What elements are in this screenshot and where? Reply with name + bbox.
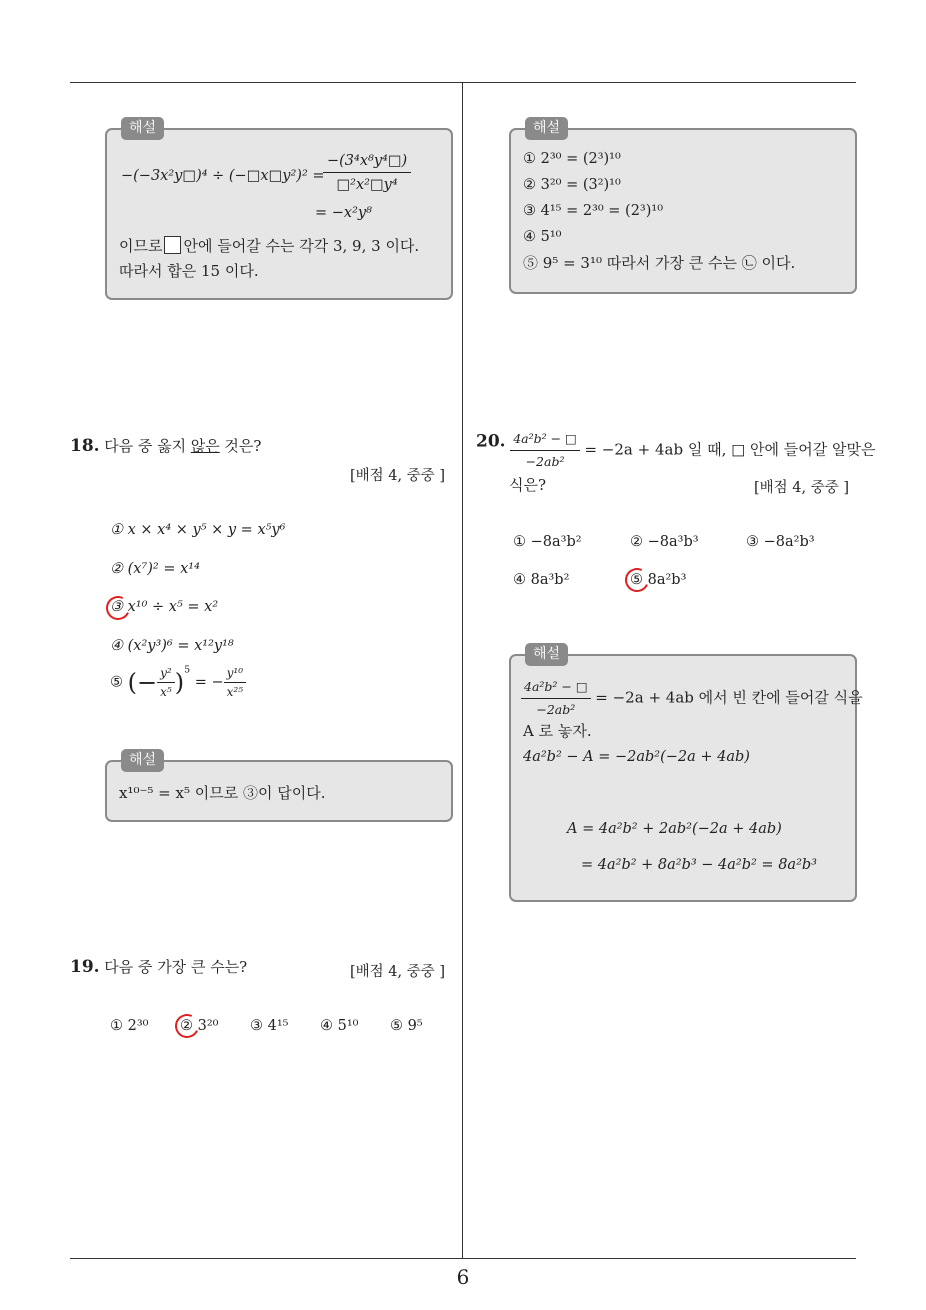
q19-option-1[interactable]: ① 2³⁰ <box>110 1018 149 1034</box>
sol20-line2: A 로 놓자. <box>523 722 592 740</box>
solution-box-20 <box>509 646 863 902</box>
sol20-line1-text: = −2a + 4ab 에서 빈 칸에 들어갈 식을 <box>595 688 863 707</box>
sol20-fraction <box>521 678 591 719</box>
question-19-number: 19. <box>70 957 100 977</box>
solution-box-18 <box>105 752 453 822</box>
sol17-rhs-numerator: −(3⁴x⁸y⁴□) <box>323 152 411 173</box>
sol20-line4: A = 4a²b² + 2ab²(−2a + 4ab) <box>567 821 782 837</box>
paren-open: (− <box>127 668 158 697</box>
sol20-frac-den: −2ab² <box>536 702 576 717</box>
sol17-line1-lhs: −(−3x²y□)⁴ ÷ (−□x□y²)² = <box>121 168 325 184</box>
page-number: 6 <box>456 1265 470 1289</box>
solution-tag: 해설 <box>525 117 568 140</box>
question-20-text-b: 식은? <box>509 476 547 494</box>
q18-option-2[interactable]: ② (x⁷)² = x¹⁴ <box>110 561 200 577</box>
q18-opt5-rhs-den: x²⁵ <box>226 685 244 699</box>
question-18-text-b: 것은? <box>224 437 262 455</box>
sol17-line1-rhs <box>323 152 411 194</box>
sol19-line-4: ④ 5¹⁰ <box>523 229 562 245</box>
sol19-line-2: ② 3²⁰ = (3²)¹⁰ <box>523 177 621 193</box>
sol17-rhs-denominator: □²x²□y⁴ <box>336 177 398 193</box>
question-19-meta: [배점 4, 중중 ] <box>350 964 446 980</box>
q18-opt5-rhs-fraction <box>224 666 246 699</box>
q20-fraction <box>510 430 580 471</box>
q18-opt5-den: x⁵ <box>160 685 172 699</box>
sol20-line1 <box>521 678 863 719</box>
selected-answer-mark-q19 <box>172 1011 203 1042</box>
top-rule <box>70 82 856 83</box>
bottom-rule <box>70 1258 856 1259</box>
solution-tag: 해설 <box>121 749 164 772</box>
q18-option-5-marker: ⑤ <box>110 674 123 691</box>
solution-tag: 해설 <box>121 117 164 140</box>
question-20-meta: [배점 4, 중중 ] <box>754 480 850 496</box>
sol17-line3-b: 안에 들어갈 수는 각각 3, 9, 3 이다. <box>183 237 420 255</box>
solution-box-17 <box>105 120 453 300</box>
q18-opt5-rhs-num: y¹⁰ <box>224 666 246 683</box>
q20-option-5[interactable]: ⑤ 8a²b³ <box>630 572 687 588</box>
question-18-meta: [배점 4, 중중 ] <box>350 468 446 484</box>
sol17-line3-a: 이므로 <box>119 237 163 255</box>
q20-option-3[interactable]: ③ −8a²b³ <box>746 534 815 550</box>
column-divider <box>462 83 463 1258</box>
question-18-number: 18. <box>70 436 100 456</box>
sol17-line3 <box>119 236 419 255</box>
sol17-line2: = −x²y⁸ <box>315 205 372 221</box>
sol20-frac-num: 4a²b² − □ <box>521 678 591 699</box>
sol17-line4: 따라서 합은 15 이다. <box>119 262 259 280</box>
q18-option-3[interactable]: ③ x¹⁰ ÷ x⁵ = x² <box>110 599 219 615</box>
q18-opt5-fraction <box>157 666 175 699</box>
question-19-text: 다음 중 가장 큰 수는? <box>104 958 248 976</box>
question-20-stem <box>476 430 876 471</box>
question-20-text-a: = −2a + 4ab 일 때, □ 안에 들어갈 알맞은 <box>584 440 876 459</box>
q20-option-4[interactable]: ④ 8a³b² <box>513 572 570 588</box>
question-19-stem <box>70 958 247 977</box>
q20-frac-num: 4a²b² − □ <box>510 430 580 451</box>
q19-option-4[interactable]: ④ 5¹⁰ <box>320 1018 359 1034</box>
q18-option-1[interactable]: ① x × x⁴ × y⁵ × y = x⁵y⁶ <box>110 522 286 538</box>
q19-option-2[interactable]: ② 3²⁰ <box>180 1018 219 1034</box>
q18-option-4[interactable]: ④ (x²y³)⁶ = x¹²y¹⁸ <box>110 638 234 654</box>
question-18-stem <box>70 437 261 456</box>
q18-opt5-num: y² <box>157 666 175 683</box>
sol18-line: x¹⁰⁻⁵ = x⁵ 이므로 ③이 답이다. <box>119 784 326 802</box>
q20-option-2[interactable]: ② −8a³b³ <box>630 534 699 550</box>
q19-option-5[interactable]: ⑤ 9⁵ <box>390 1018 423 1034</box>
sol20-line3: 4a²b² − A = −2ab²(−2a + 4ab) <box>523 749 750 765</box>
q18-option-5[interactable]: ⑤ (− $\frac{\text{y²}}{\text{x⁵}}$ )$^5$ = − $\frac{\text{y¹⁰}}{\text{x²⁵}}$ <box>110 666 246 699</box>
question-20-number: 20. <box>476 431 506 452</box>
sol19-line-3: ③ 4¹⁵ = 2³⁰ = (2³)¹⁰ <box>523 203 664 219</box>
question-18-text-a: 다음 중 옳지 <box>104 437 187 455</box>
sol19-line-1: ① 2³⁰ = (2³)¹⁰ <box>523 151 621 167</box>
solution-box-19 <box>509 120 857 294</box>
paren-close: ) <box>174 668 185 697</box>
q20-frac-den: −2ab² <box>525 454 565 469</box>
selected-answer-mark-q20 <box>622 565 653 596</box>
q20-option-1[interactable]: ① −8a³b² <box>513 534 582 550</box>
blank-box <box>164 236 181 254</box>
question-18-text-underlined: 않은 <box>190 437 220 455</box>
q19-option-3[interactable]: ③ 4¹⁵ <box>250 1018 289 1034</box>
selected-answer-mark-q18 <box>103 593 134 624</box>
sol20-line5: = 4a²b² + 8a²b³ − 4a²b² = 8a²b³ <box>581 857 817 873</box>
sol19-line-5: ⑤ 9⁵ = 3¹⁰ 따라서 가장 큰 수는 ㉡ 이다. <box>523 254 796 272</box>
solution-tag: 해설 <box>525 643 568 666</box>
